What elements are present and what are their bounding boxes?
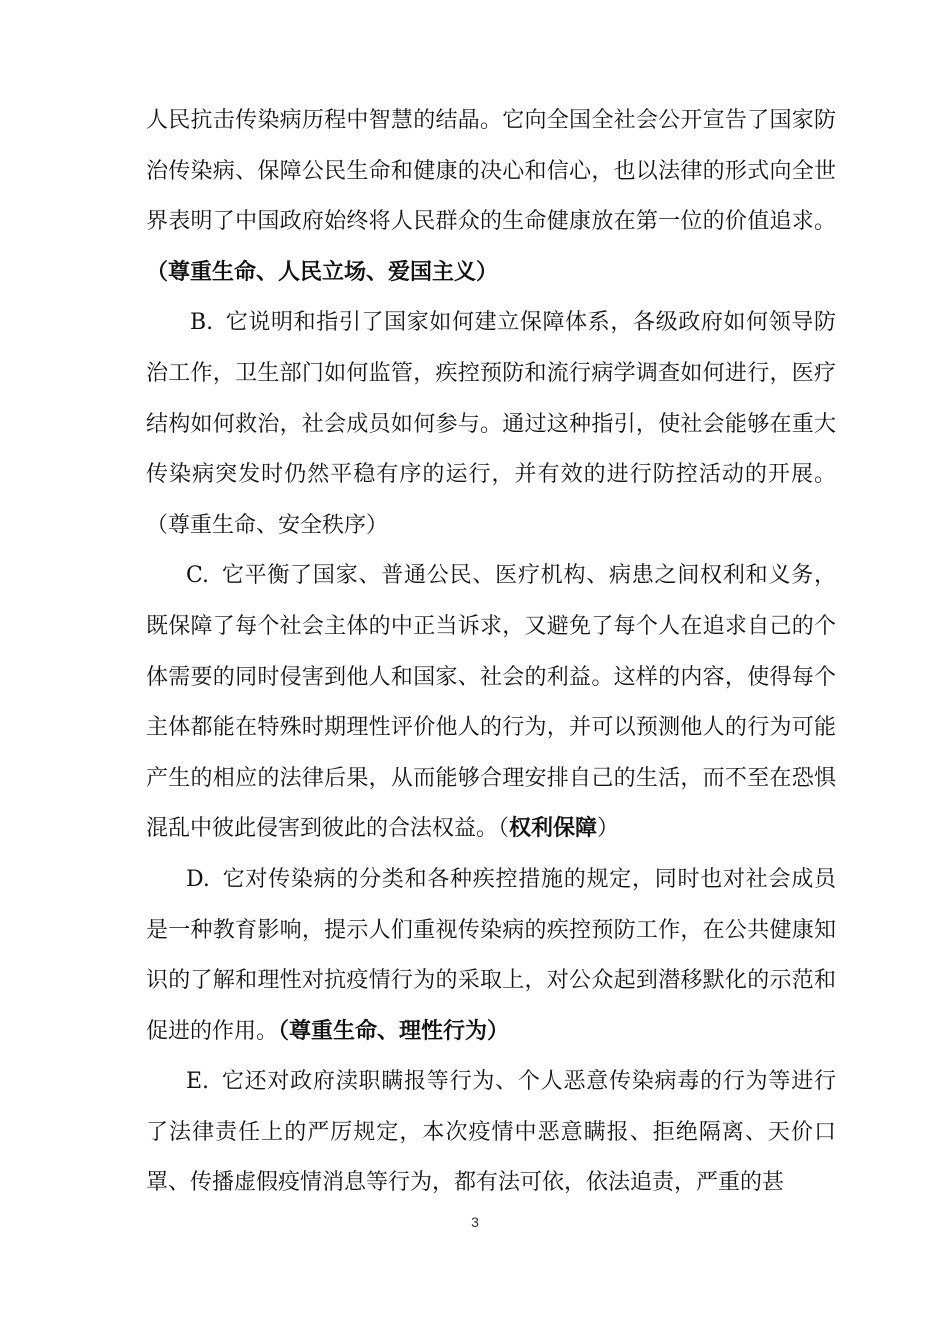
paragraph-e-text: 它还对政府渎职瞒报等行为、个人恶意传染病毒的行为等进行了法律责任上的严厉规定，本次疫情中恶意瞒报、拒绝隔离、天价口罩、传播虚假疫情消息等行为，都有法可依，依法追责，严重的甚: [146, 1069, 836, 1196]
paragraph-d: [146, 855, 836, 1057]
paragraph-b-tag: （尊重生命、安全秩序）: [146, 512, 389, 538]
paragraph-b-label: B.: [190, 310, 214, 336]
paragraph-b: [146, 298, 836, 551]
paragraph-a-continued: [146, 96, 836, 298]
page-number: 3: [471, 1214, 479, 1230]
paragraph-a-text: 人民抗击传染病历程中智慧的结晶。它向全国全社会公开宣告了国家防治传染病、保障公民生命和健康的决心和信心，也以法律的形式向全世界表明了中国政府始终将人民群众的生命健康放在第一位的价值追求。: [146, 108, 836, 235]
paragraph-c-text: 它平衡了国家、普通公民、医疗机构、病患之间权利和义务，既保障了每个社会主体的中正当诉求，又避免了每个人在追求自己的个体需要的同时侵害到他人和国家、社会的利益。这样的内容，使得每个主体都能在特殊时期理性评价他人的行为，并可以预测他人的行为可能产生的相应的法律后果，从而能够合理安排自己的生活，而不至在恐惧混乱中彼此侵害到彼此的合法权益。: [146, 563, 836, 842]
paragraph-d-label: D.: [186, 866, 210, 892]
paragraph-c-tag-close: ）: [597, 816, 620, 842]
paragraph-a-tag: （尊重生命、人民立场、爱国主义）: [146, 259, 499, 285]
paragraph-c-tag-open: （: [498, 816, 510, 842]
paragraph-d-tag: （尊重生命、理性行为）: [278, 1018, 510, 1044]
paragraph-c-label: C.: [186, 563, 210, 589]
paragraph-d-text: 它对传染病的分类和各种疾控措施的规定，同时也对社会成员是一种教育影响，提示人们重视传染病的疾控预防工作，在公共健康知识的了解和理性对抗疫情行为的采取上，对公众起到潜移默化的示范和促进的作用。: [146, 866, 836, 1044]
body-text: [146, 96, 836, 1209]
paragraph-e: [146, 1057, 836, 1209]
paragraph-b-text: 它说明和指引了国家如何建立保障体系，各级政府如何领导防治工作，卫生部门如何监管，疾控预防和流行病学调查如何进行，医疗结构如何救治，社会成员如何参与。通过这种指引，使社会能够在重大传染病突发时仍然平稳有序的运行，并有效的进行防控活动的开展。: [146, 310, 836, 488]
paragraph-c-tag: 权利保障: [509, 816, 598, 842]
paragraph-c: [146, 551, 836, 855]
paragraph-e-label: E.: [186, 1069, 210, 1095]
